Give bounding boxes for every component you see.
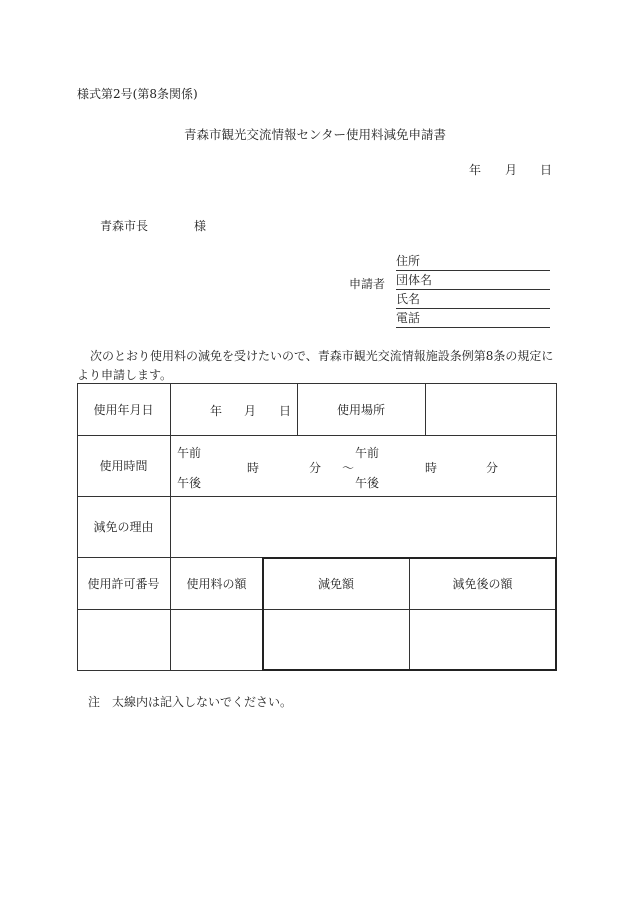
use-place-cell[interactable] [425,383,556,435]
use-date-month: 月 [244,404,257,418]
use-place-label: 使用場所 [336,402,385,417]
reduction-amount-cell [263,609,409,670]
date-day: 日 [540,163,553,177]
organization-field[interactable] [396,272,550,290]
applicant-label: 申請者 [349,277,386,291]
organization-label: 団体名 [396,273,433,287]
use-date-label: 使用年月日 [93,402,154,417]
page-title: 青森市観光交流情報センター使用料減免申請書 [183,127,446,142]
permit-number-label: 使用許可番号 [87,576,160,591]
end-pm: 午後 [355,476,380,490]
address-label: 住所 [396,254,421,268]
addressee-honorific: 様 [194,219,207,233]
name-field[interactable] [396,291,550,309]
end-am: 午前 [355,446,380,460]
after-reduction-cell [409,609,556,670]
after-reduction-label: 減免後の額 [452,576,513,591]
date-month: 月 [505,163,518,177]
date-year: 年 [469,163,482,177]
name-label: 氏名 [396,292,421,306]
use-date-year: 年 [210,404,223,418]
reason-cell[interactable] [170,496,556,557]
start-hour: 時 [247,461,260,475]
addressee-name: 青森市長 [100,219,149,233]
start-minute: 分 [309,461,322,475]
form-number: 様式第2号(第8条関係) [77,87,198,101]
reason-label: 減免の理由 [93,520,154,534]
phone-label: 電話 [396,311,421,325]
permit-number-cell[interactable] [77,609,170,670]
use-time-label: 使用時間 [99,459,148,473]
address-field[interactable] [396,253,550,271]
intro-text: 次のとおり使用料の減免を受けたいので、青森市観光交流情報施設条例第8条の規定により申請します。 [77,349,554,382]
application-table [77,383,557,671]
use-time-cell[interactable] [170,435,556,496]
time-tilde: 〜 [342,461,355,475]
use-date-cell[interactable] [170,383,297,435]
fee-cell[interactable] [170,609,263,670]
phone-field[interactable] [396,310,550,328]
fee-label: 使用料の額 [186,576,247,591]
reduction-amount-label: 減免額 [317,576,354,591]
end-minute: 分 [486,461,499,475]
start-am: 午前 [177,446,202,460]
end-hour: 時 [425,461,438,475]
use-date-day: 日 [279,404,292,418]
note-text: 注 太線内は記入しないでください。 [88,695,293,709]
start-pm: 午後 [177,476,202,490]
